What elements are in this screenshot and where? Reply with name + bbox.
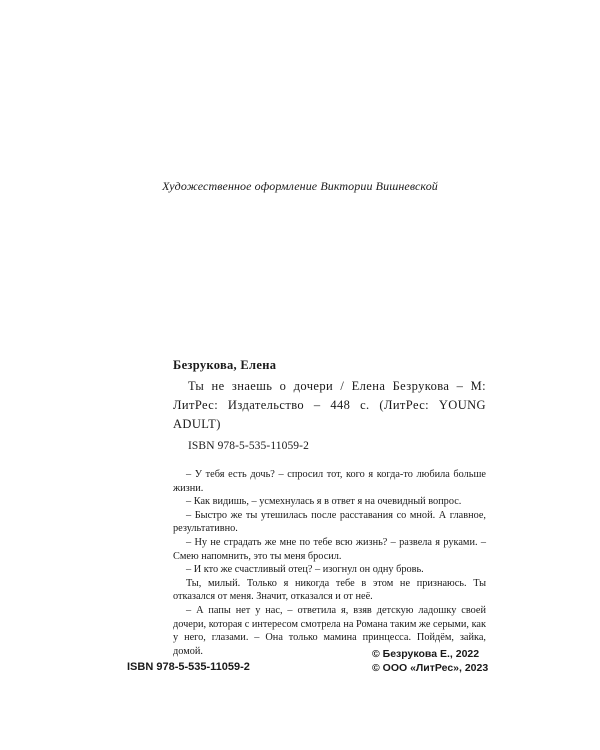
bibliographic-record: Ты не знаешь о дочери / Елена Безрукова – М: ЛитРес: Издательство – 448 с. (ЛитРес: YOUNG ADULT)	[173, 379, 486, 431]
art-design-credit: Художественное оформление Виктории Вишневской	[162, 179, 438, 193]
copyright-notice	[372, 647, 488, 675]
copyright-author: © Безрукова Е., 2022	[372, 648, 480, 660]
annotation-paragraph: – Ну не страдать же мне по тебе всю жизнь? – развела я руками. – Смею напомнить, это ты меня бросил.	[173, 536, 486, 562]
annotation	[173, 468, 486, 658]
isbn-bottom: ISBN 978-5-535-11059-2	[127, 661, 250, 673]
annotation-paragraph: – И кто же счастливый отец? – изогнул он одну бровь.	[186, 564, 424, 576]
isbn-line: ISBN 978-5-535-11059-2	[188, 440, 309, 452]
annotation-paragraph: – А папы нет у нас, – ответила я, взяв детскую ладошку своей дочери, которая с интересом смотрела на Романа таким же серыми, как у него, глазами. – Она только мамина принцесса. Пойдём, зайка, домой.	[173, 604, 486, 657]
author-heading: Безрукова, Елена	[173, 358, 277, 372]
annotation-paragraph: – У тебя есть дочь? – спросил тот, кого я когда-то любила больше жизни.	[173, 469, 486, 494]
annotation-paragraph: Ты, милый. Только я никогда тебе в этом не признаюсь. Ты отказался от меня. Значит, отказался и от неё.	[173, 577, 486, 603]
annotation-paragraph: – Как видишь, – усмехнулась я в ответ я на очевидный вопрос.	[186, 496, 462, 508]
copyright-publisher: © ООО «ЛитРес», 2023	[372, 662, 489, 674]
annotation-paragraph: – Быстро же ты утешилась после расставания со мной. А главное, результативно.	[173, 509, 486, 535]
